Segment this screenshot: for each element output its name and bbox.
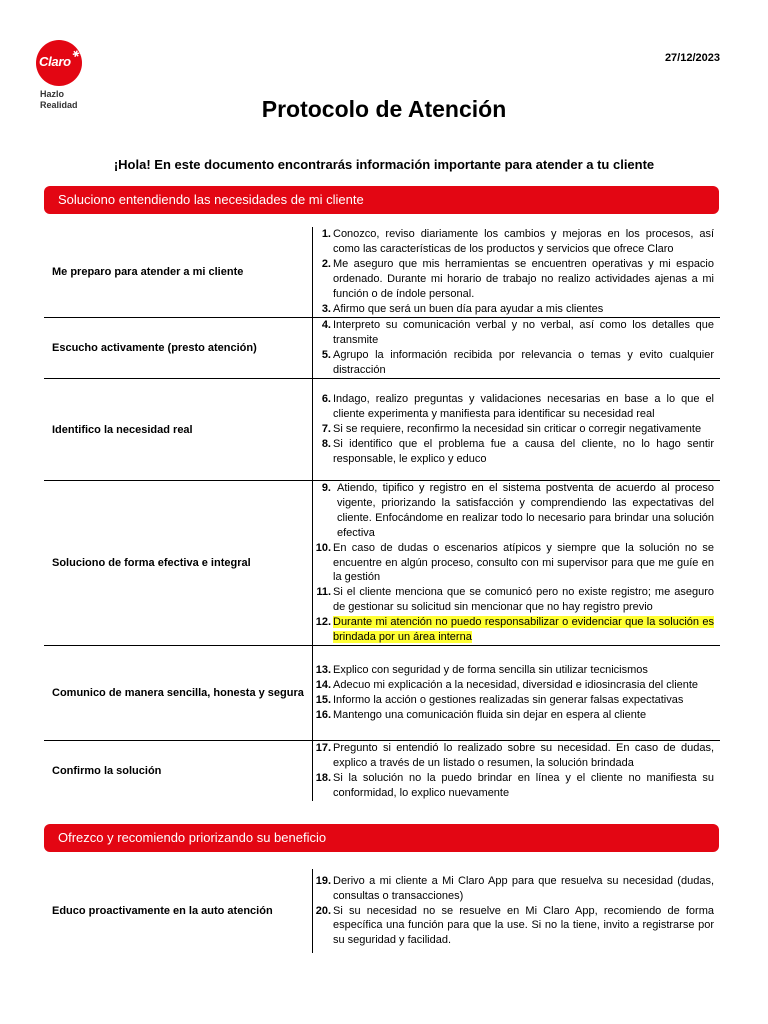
logo-brand-text: Claro xyxy=(39,54,71,69)
protocol-row xyxy=(44,741,720,801)
list-item: 15. Informo la acción o gestiones realizadas sin generar falsas expectativas xyxy=(315,694,684,706)
row-items xyxy=(312,318,720,378)
list-item: 19. Derivo a mi cliente a Mi Claro App para que resuelva su necesidad (dudas, consultas o transacciones) xyxy=(315,874,714,902)
row-label: Soluciono de forma efectiva e integral xyxy=(52,557,251,569)
row-items xyxy=(312,869,720,953)
section-banner-needs: Soluciono entendiendo las necesidades de mi cliente xyxy=(44,186,719,214)
list-item: 11. Si el cliente menciona que se comunicó pero no existe registro; me aseguro de gestionar su solicitud sin mencionar que no hay registro previo xyxy=(316,586,714,614)
row-label: Comunico de manera sencilla, honesta y segura xyxy=(52,687,304,699)
intro-text: ¡Hola! En este documento encontrarás información importante para atender a tu cliente xyxy=(113,157,655,172)
list-item: 6. Indago, realizo preguntas y validaciones necesarias en base a lo que el cliente experimenta y manifiesta para identificar su necesidad real xyxy=(321,393,714,421)
protocol-row xyxy=(44,646,720,741)
list-item: 7. Si se requiere, reconfirmo la necesidad sin criticar o corregir negativamente xyxy=(321,423,702,436)
row-items xyxy=(312,481,720,645)
list-item: 8. Si identifico que el problema fue a causa del cliente, no lo hago sentir responsable, le explico y educo xyxy=(321,437,714,465)
document-date: 27/12/2023 xyxy=(664,52,720,64)
row-label: Confirmo la solución xyxy=(52,765,162,777)
list-item: 1. Conozco, reviso diariamente los cambios y mejoras en los procesos, así como las características de los productos y servicios que ofrece Claro xyxy=(321,228,714,256)
list-item: 9. Atiendo, tipifico y registro en el sistema postventa de acuerdo al proceso vigente, priorizando la satisfacción y comprendiendo las expectativas del cliente. Enfocándome en realizar todo lo necesario para brindar una solución efectiva xyxy=(321,482,714,539)
list-item: 13. Explico con seguridad y de forma sencilla sin utilizar tecnicismos xyxy=(315,664,648,677)
protocol-row xyxy=(44,379,720,481)
row-items xyxy=(312,741,720,801)
page-title: Protocolo de Atención xyxy=(261,96,507,122)
row-label: Escucho activamente (presto atención) xyxy=(52,342,257,354)
list-item: 20. Si su necesidad no se resuelve en Mi Claro App, recomiendo de forma específica una función para que la use. Si no la tiene, invito a registrarse por su seguridad y facilidad. xyxy=(315,904,714,947)
protocol-row xyxy=(44,318,720,379)
row-label: Educo proactivamente en la auto atención xyxy=(52,905,273,917)
claro-logo-mark xyxy=(36,40,82,86)
list-item-highlighted: 12. Durante mi atención no puedo responsabilizar o evidenciar que la solución es brindada por un área interna xyxy=(315,616,714,644)
list-item: 14. Adecuo mi explicación a la necesidad, diversidad e idiosincrasia del cliente xyxy=(315,679,699,692)
row-label: Me preparo para atender a mi cliente xyxy=(52,266,244,278)
list-item: 4. Interpreto su comunicación verbal y no verbal, así como los detalles que transmite xyxy=(321,319,714,347)
list-item: 18. Si la solución no la puedo brindar en línea y el cliente no manifiesta su conformidad, lo explico nuevamente xyxy=(315,772,714,799)
row-items xyxy=(312,646,720,740)
protocol-row xyxy=(44,481,720,646)
row-items xyxy=(312,379,720,480)
list-item: 16. Mantengo una comunicación fluida sin dejar en espera al cliente xyxy=(315,708,647,721)
list-item: 2. Me aseguro que mis herramientas se encuentren operativas y mi espacio ordenado. Durante mi horario de trabajo no realizo actividades ajenas a mi función o de índole personal. xyxy=(321,258,714,300)
protocol-row xyxy=(44,227,720,318)
row-items xyxy=(312,227,720,317)
spark-icon: ✱ xyxy=(71,48,82,61)
section-banner-recommend: Ofrezco y recomiendo priorizando su beneficio xyxy=(44,824,719,852)
logo-tagline: Hazlo Realidad xyxy=(40,89,78,110)
protocol-row xyxy=(44,869,720,953)
list-item: 5. Agrupo la información recibida por relevancia o temas y evito cualquier distracción xyxy=(321,349,714,376)
list-item: 10. En caso de dudas o escenarios atípicos y siempre que la solución no se encuentre en algún proceso, consulto con mi supervisor para que me guíe en la gestión xyxy=(315,541,714,584)
row-label: Identifico la necesidad real xyxy=(52,423,193,436)
list-item: 17. Pregunto si entendió lo realizado sobre su necesidad. En caso de dudas, explico a través de un listado o resumen, la solución brindada xyxy=(315,742,714,770)
list-item: 3. Afirmo que será un buen día para ayudar a mis clientes xyxy=(321,302,604,315)
